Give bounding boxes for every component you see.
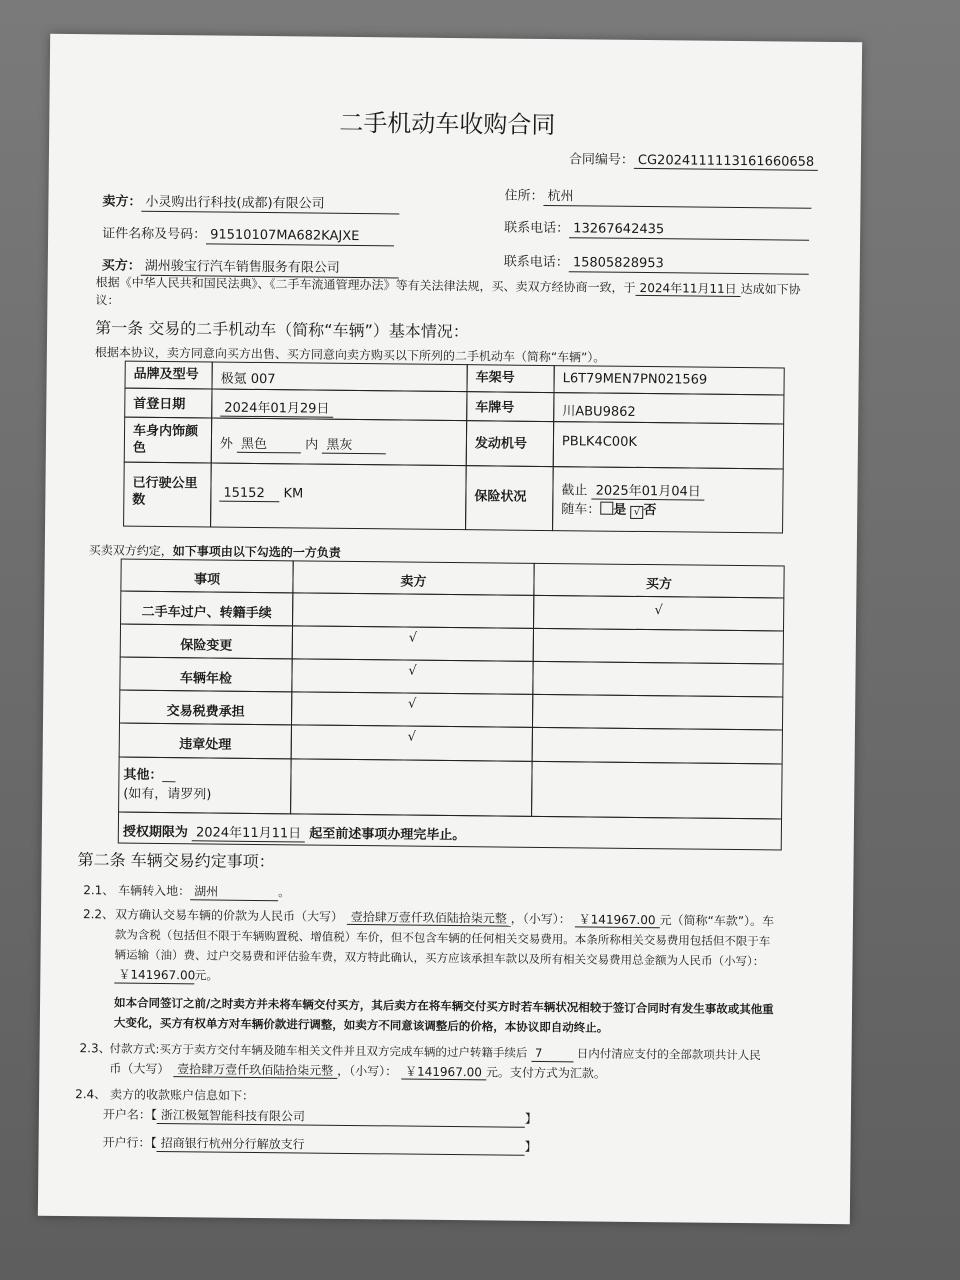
int-color: 黑灰 (322, 434, 386, 455)
reg-label: 首登日期 (124, 388, 212, 419)
int-label: 内 (305, 437, 319, 453)
duty-row-item: 保险变更 (120, 624, 293, 660)
other-buyer[interactable] (531, 761, 783, 820)
plate-label: 车牌号 (466, 391, 554, 422)
clause-2-2-yuan: 元。 (194, 968, 219, 983)
id-field (102, 226, 394, 246)
phone2-value: 15805828953 (569, 255, 809, 275)
intro-line-2: 议： (95, 293, 120, 308)
no-label: 否 (643, 503, 657, 519)
color-cell (211, 417, 467, 466)
duty-row-seller[interactable]: √ (291, 691, 533, 728)
brand-value: 极氪 007 (211, 361, 467, 392)
clause-2-2-total: ￥141967.00 (114, 967, 194, 985)
vehicle-info-table (123, 361, 785, 534)
clause-2-1-no: 2.1、 (83, 883, 115, 898)
clause-2-3-upper: 壹拾肆万壹仟玖佰陆拾柒元整 (173, 1062, 337, 1079)
intro-text-a: 根据《中华人民共和国民法典》、《二手车流通管理办法》等有关法律法规，买、卖双方经协商一致，于 (95, 275, 636, 295)
bank-label: 开户行： (102, 1135, 151, 1150)
duty-row-item: 交易税费承担 (119, 690, 292, 726)
yes-checkbox[interactable] (600, 502, 613, 515)
intro-date: 2024年11月11日 (636, 281, 741, 297)
contract-number (569, 152, 818, 171)
ext-label: 外 (219, 436, 234, 452)
clause-2-1-value: 湖州 (190, 883, 278, 901)
with-car-label: 随车： (561, 502, 601, 518)
mileage-cell (210, 462, 467, 530)
buyer-label: 买方： (101, 258, 141, 274)
bracket-close: 】 (524, 1139, 537, 1154)
clause-2-1 (83, 882, 290, 901)
plate-value: 川ABU9862 (553, 392, 784, 424)
insurance-until: 2025年01月04日 (592, 483, 705, 500)
phone2-label: 联系电话： (503, 254, 569, 271)
yes-label: 是 (613, 502, 627, 518)
article1-intro: 根据本协议，卖方同意向买方出售、买方同意向卖方购买以下所列的二手机动车（简称“车辆”）。 (94, 345, 606, 365)
mileage-label-1: 已行驶公里 (132, 475, 198, 492)
intro-line-1 (96, 274, 801, 297)
insurance-cell (552, 466, 784, 533)
phone2-field (504, 255, 809, 275)
seller-field (102, 194, 399, 214)
clause-2-4-no: 2.4、 (75, 1087, 107, 1102)
ext-color: 黑色 (237, 433, 301, 454)
reg-date: 2024年01月29日 (220, 401, 333, 418)
duties-header-item: 事项 (120, 559, 293, 594)
buyer-value: 湖州骏宝行汽车销售服务有限公司 (141, 259, 399, 279)
other-note: (如有，请罗列) (123, 786, 212, 803)
duty-row-seller[interactable]: √ (291, 658, 533, 695)
clause-2-3-l2b: ，（小写）： (337, 1063, 398, 1079)
duties-header-buyer: 买方 (533, 563, 784, 599)
mileage-label-2: 数 (132, 492, 146, 508)
duty-row-item: 车辆年检 (119, 657, 292, 693)
id-value: 91510107MA682KAJXE (206, 227, 394, 246)
engine-label: 发动机号 (466, 420, 554, 467)
duty-row-seller[interactable]: √ (292, 625, 534, 662)
vin-label: 车架号 (466, 364, 554, 393)
no-checkbox[interactable]: √ (630, 506, 643, 519)
clause-2-2-amount: ￥141967.00 (575, 912, 660, 928)
mileage-value: 15152 (219, 486, 279, 503)
clause-2-1-text: 车辆转入地： (118, 883, 191, 899)
vin-value: L6T79MEN7PN021569 (553, 365, 784, 395)
contract-number-label: 合同编号： (568, 152, 635, 168)
clause-2-2-l1c: 元（简称“车款”）。车 (659, 913, 775, 929)
phone1-field (504, 221, 809, 241)
duties-intro-text: 买卖双方约定， (88, 543, 173, 559)
clause-2-2-bold-2: 大变化，买方有权单方对车辆价款进行调整，如卖方不同意该调整后的价格，本协议即自动终止。 (113, 1015, 609, 1035)
duties-table (118, 559, 785, 862)
article1-heading: 第一条 交易的二手机动车（简称“车辆”）基本情况： (95, 318, 469, 342)
bracket-open: 【 (150, 1107, 157, 1122)
other-seller[interactable] (290, 758, 533, 817)
phone1-value: 13267642435 (569, 221, 809, 241)
clause-2-2-line-1 (115, 907, 774, 930)
clause-2-3-line-2 (109, 1060, 606, 1081)
address-value: 杭州 (543, 189, 811, 209)
duties-intro-bold: 如下事项由以下勾选的一方负责 (172, 544, 341, 560)
clause-2-3-l2a: 币（大写） (109, 1061, 170, 1077)
reg-cell (211, 388, 467, 421)
contract-number-value: CG2024111113161660658 (634, 153, 818, 171)
clause-2-3-no: 2.3、 (79, 1041, 111, 1056)
seller-label: 卖方： (102, 194, 142, 210)
deadline-tail: 起至前述事项办理完毕止。 (309, 826, 466, 844)
account-name-label: 开户名： (102, 1107, 151, 1122)
bank-field (103, 1134, 537, 1156)
clause-2-2-no: 2.2、 (82, 907, 115, 922)
clause-2-2-line-2: 款为含税（包括但不限于车辆购置税、增值税）车价，但不包含车辆的任何相关交易费用。本条所称相关交易费用包括但不限于车 (114, 927, 771, 949)
contract-page (38, 34, 862, 1224)
clause-2-2-line-3: 辆运输（油）费、过户交易费和评估验车费，双方特此确认，买方应该承担车款以及所有相关交易费用总金额为人民币（小写）： (114, 947, 765, 969)
seller-value: 小灵购出行科技(成都)有限公司 (141, 195, 399, 215)
duty-row-buyer[interactable]: √ (533, 595, 784, 632)
account-name-value: 浙江极氪智能科技有限公司 (157, 1107, 525, 1128)
color-label-2: 色 (132, 440, 146, 456)
clause-2-3-days: 7 (531, 1045, 573, 1062)
clause-2-4 (75, 1086, 254, 1104)
bracket-close: 】 (524, 1111, 537, 1126)
other-label: 其他： (123, 767, 163, 783)
duty-row-buyer[interactable] (533, 628, 784, 665)
clause-2-2-line-4 (114, 967, 218, 985)
id-label: 证件名称及号码： (102, 226, 207, 243)
duties-header-seller: 卖方 (292, 560, 534, 596)
insurance-until-label: 截止 (561, 483, 588, 499)
deadline-label: 授权期限为 (122, 824, 188, 841)
article2-heading: 第二条 车辆交易约定事项： (77, 850, 275, 872)
duty-row-buyer[interactable] (532, 694, 783, 731)
account-name-field (103, 1106, 537, 1128)
clause-2-2-bold-1: 如本合同签订之前/之时卖方并未将车辆交付买方，其后卖方在将车辆交付买方时若车辆状况相较于签订合同时有发生事故或其他重 (113, 995, 774, 1017)
phone1-label: 联系电话： (504, 220, 570, 237)
duty-row-seller[interactable]: √ (291, 724, 533, 762)
clause-2-2-upper: 壹拾肆万壹仟玖佰陆拾柒元整 (347, 910, 511, 927)
mileage-unit: KM (283, 486, 304, 502)
mileage-label (123, 462, 212, 528)
duty-row-buyer[interactable] (532, 661, 783, 698)
other-value: __ (162, 767, 176, 784)
clause-2-3-amount: ￥141967.00 (401, 1065, 486, 1081)
intro-text-b: 达成如下协 (740, 282, 801, 297)
clause-2-1-end: 。 (278, 885, 291, 900)
clause-2-3-l2c: 元。支付方式为汇款。 (485, 1065, 607, 1081)
deadline-cell (118, 812, 782, 851)
duty-row-item: 违章处理 (119, 723, 292, 760)
duty-row-buyer[interactable] (532, 727, 783, 765)
color-label-1: 车身内饰颜 (132, 423, 199, 440)
clause-2-4-text: 卖方的收款账户信息如下： (109, 1087, 255, 1103)
clause-2-3-l1b: 日内付清应支付的全部款项共计人民 (576, 1046, 761, 1063)
duty-row-item: 二手车过户、转籍手续 (120, 591, 293, 627)
deadline-date: 2024年11月11日 (192, 825, 305, 842)
address-label: 住所： (504, 188, 544, 204)
engine-value: PBLK4C00K (553, 421, 784, 469)
address-field (504, 189, 811, 209)
clause-2-2-l1a: 双方确认交易车辆的价款为人民币（大写） (114, 907, 344, 924)
color-label (124, 417, 212, 464)
brand-label: 品牌及型号 (124, 361, 212, 390)
other-label-cell (118, 757, 292, 815)
bracket-open: 【 (150, 1135, 157, 1150)
clause-2-3-l1a: 付款方式:买方于卖方交付车辆及随车相关文件并且双方完成车辆的过户转籍手续后 (109, 1041, 528, 1060)
insurance-label: 保险状况 (465, 465, 554, 531)
page-title: 二手机动车收购合同 (339, 108, 556, 140)
duty-row-seller[interactable] (292, 592, 534, 629)
clause-2-2-l1b: ，（小写）： (510, 911, 571, 927)
bank-value: 招商银行杭州分行解放支行 (157, 1135, 525, 1156)
